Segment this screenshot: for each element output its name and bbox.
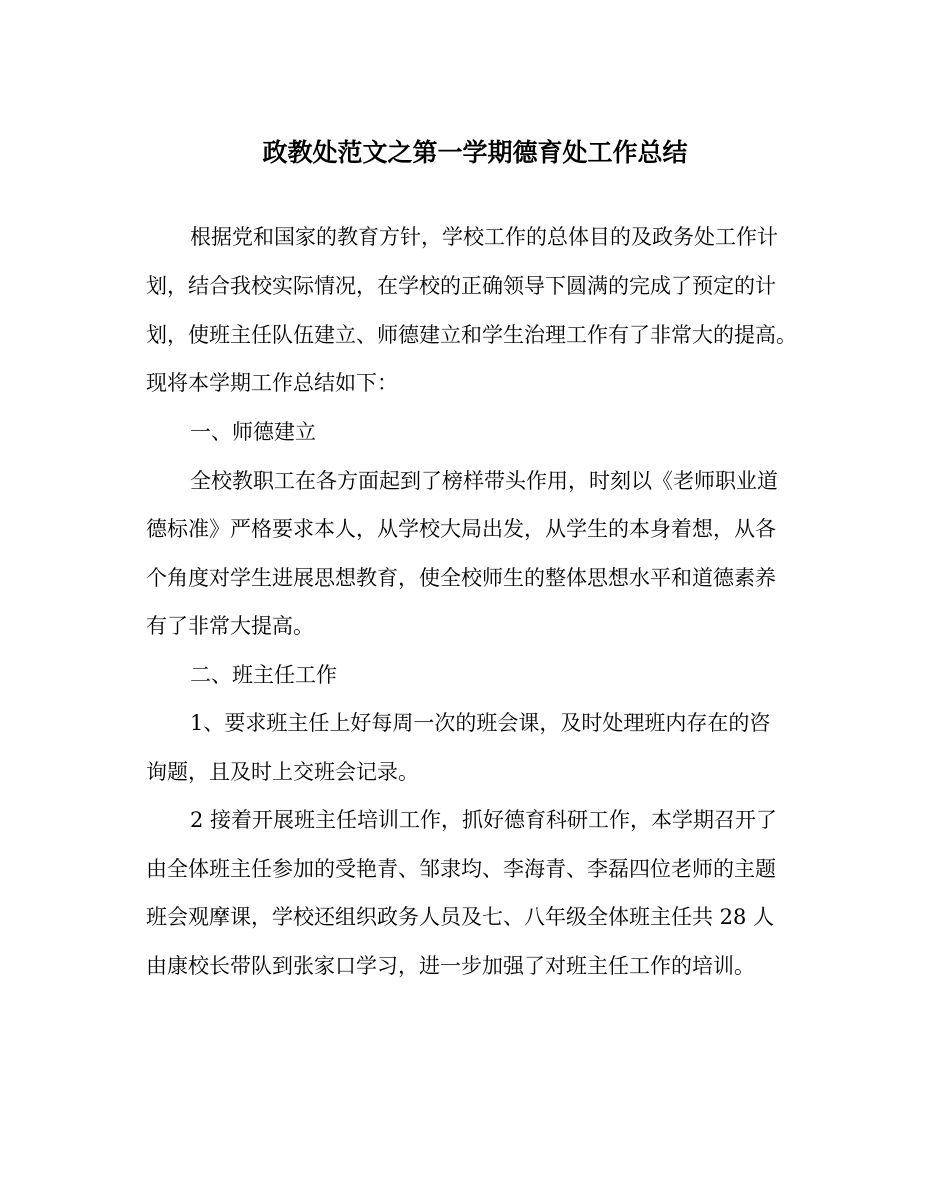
document-title: 政教处范文之第一学期德育处工作总结 <box>262 138 688 167</box>
paragraph-line: 现将本学期工作总结如下： <box>146 371 398 395</box>
paragraph-line: 1、要求班主任上好每周一次的班会课，及时处理班内存在的咨 <box>190 711 771 735</box>
paragraph-line: 全校教职工在各方面起到了榜样带头作用，时刻以《老师职业道 <box>190 469 778 493</box>
section-heading: 二、班主任工作 <box>190 663 337 687</box>
paragraph-line: 有了非常大提高。 <box>146 614 314 638</box>
paragraph-line: 根据党和国家的教育方针，学校工作的总体目的及政务处工作计 <box>190 225 778 249</box>
paragraph-line: 个角度对学生进展思想教育，使全校师生的整体思想水平和道德素养 <box>146 566 776 590</box>
paragraph-line: 班会观摩课，学校还组织政务人员及七、八年级全体班主任共 28 人 <box>146 905 775 929</box>
paragraph-line: 德标准》严格要求本人，从学校大局出发，从学生的本身着想，从各 <box>146 517 776 541</box>
paragraph-line: 2 接着开展班主任培训工作，抓好德育科研工作，本学期召开了 <box>190 808 778 832</box>
paragraph-line: 由康校长带队到张家口学习，进一步加强了对班主任工作的培训。 <box>146 954 755 978</box>
paragraph-line: 划，结合我校实际情况，在学校的正确领导下圆满的完成了预定的计 <box>146 274 776 298</box>
section-heading: 一、师德建立 <box>190 420 316 444</box>
paragraph-line: 划，使班主任队伍建立、师德建立和学生治理工作有了非常大的提高。 <box>146 323 797 347</box>
paragraph-line: 由全体班主任参加的受艳青、邹隶均、李海青、李磊四位老师的主题 <box>146 857 776 881</box>
paragraph-line: 询题，且及时上交班会记录。 <box>146 760 419 784</box>
